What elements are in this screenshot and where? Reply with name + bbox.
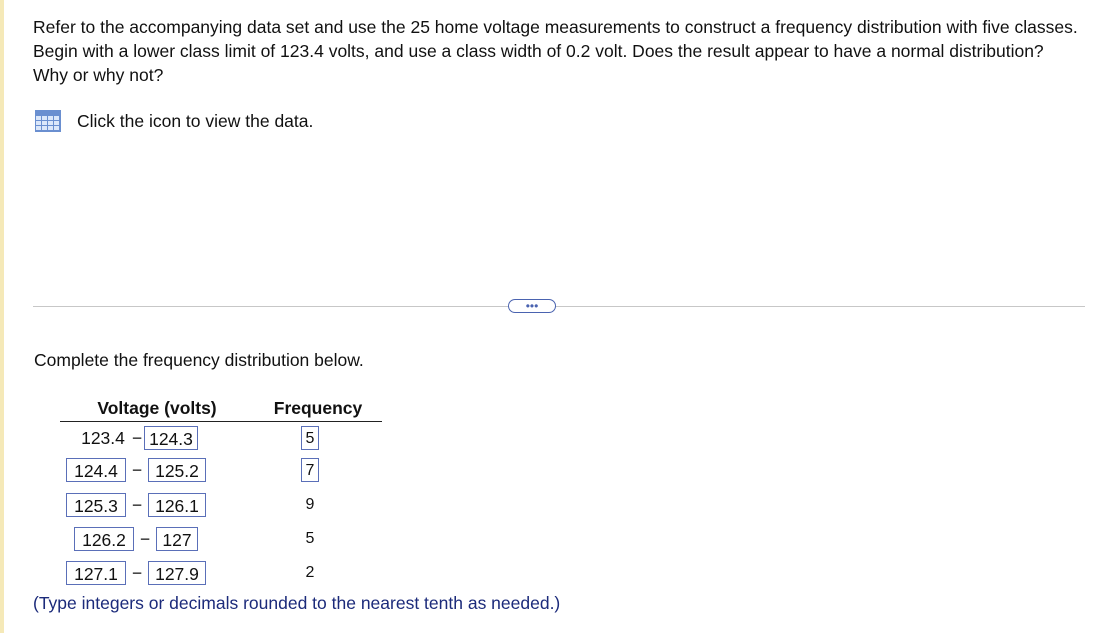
expand-more-button[interactable]: ••• xyxy=(508,299,556,313)
lower-limit-value: 123.4 xyxy=(81,428,125,448)
upper-limit-input[interactable]: 125.2 xyxy=(148,458,206,482)
view-data-label[interactable]: Click the icon to view the data. xyxy=(77,110,314,131)
range-dash: − xyxy=(131,563,143,583)
frequency-value: 2 xyxy=(305,564,315,581)
table-row xyxy=(60,493,382,519)
frequency-value: 5 xyxy=(305,530,315,547)
frequency-value: 9 xyxy=(305,496,315,513)
data-table-icon[interactable] xyxy=(35,110,61,132)
answer-format-note: (Type integers or decimals rounded to the nearest tenth as needed.) xyxy=(33,593,561,613)
frequency-input[interactable]: 7 xyxy=(301,458,319,482)
upper-limit-input[interactable]: 126.1 xyxy=(148,493,206,517)
lower-limit-input[interactable]: 125.3 xyxy=(66,493,126,517)
instruction-text: Complete the frequency distribution below. xyxy=(34,350,364,370)
range-dash: − xyxy=(131,460,143,480)
table-row xyxy=(60,426,382,452)
upper-limit-input[interactable]: 127.9 xyxy=(148,561,206,585)
range-dash: − xyxy=(131,495,143,515)
upper-limit-input[interactable]: 127 xyxy=(156,527,198,551)
view-data-link[interactable] xyxy=(35,110,313,132)
frequency-input[interactable]: 5 xyxy=(301,426,319,450)
range-dash: − xyxy=(131,428,143,448)
table-header xyxy=(60,395,382,422)
lower-limit-input[interactable]: 127.1 xyxy=(66,561,126,585)
range-dash: − xyxy=(139,529,151,549)
left-accent-bar xyxy=(0,0,4,633)
header-frequency: Frequency xyxy=(273,397,363,418)
upper-limit-input[interactable]: 124.3 xyxy=(144,426,198,450)
table-row xyxy=(60,527,382,553)
header-voltage: Voltage (volts) xyxy=(97,397,217,418)
section-divider xyxy=(33,306,1085,307)
question-prompt: Refer to the accompanying data set and use the 25 home voltage measurements to construct a frequency distribution with five classes. Begin with a lower class limit of 123.4 volts, and use a class width of 0.2 volt. Does the result appear to have a normal distribution? Why or why not? xyxy=(33,17,1078,85)
lower-limit-input[interactable]: 124.4 xyxy=(66,458,126,482)
lower-limit-input[interactable]: 126.2 xyxy=(74,527,134,551)
table-row xyxy=(60,561,382,587)
frequency-table xyxy=(60,395,382,584)
table-row xyxy=(60,458,382,484)
